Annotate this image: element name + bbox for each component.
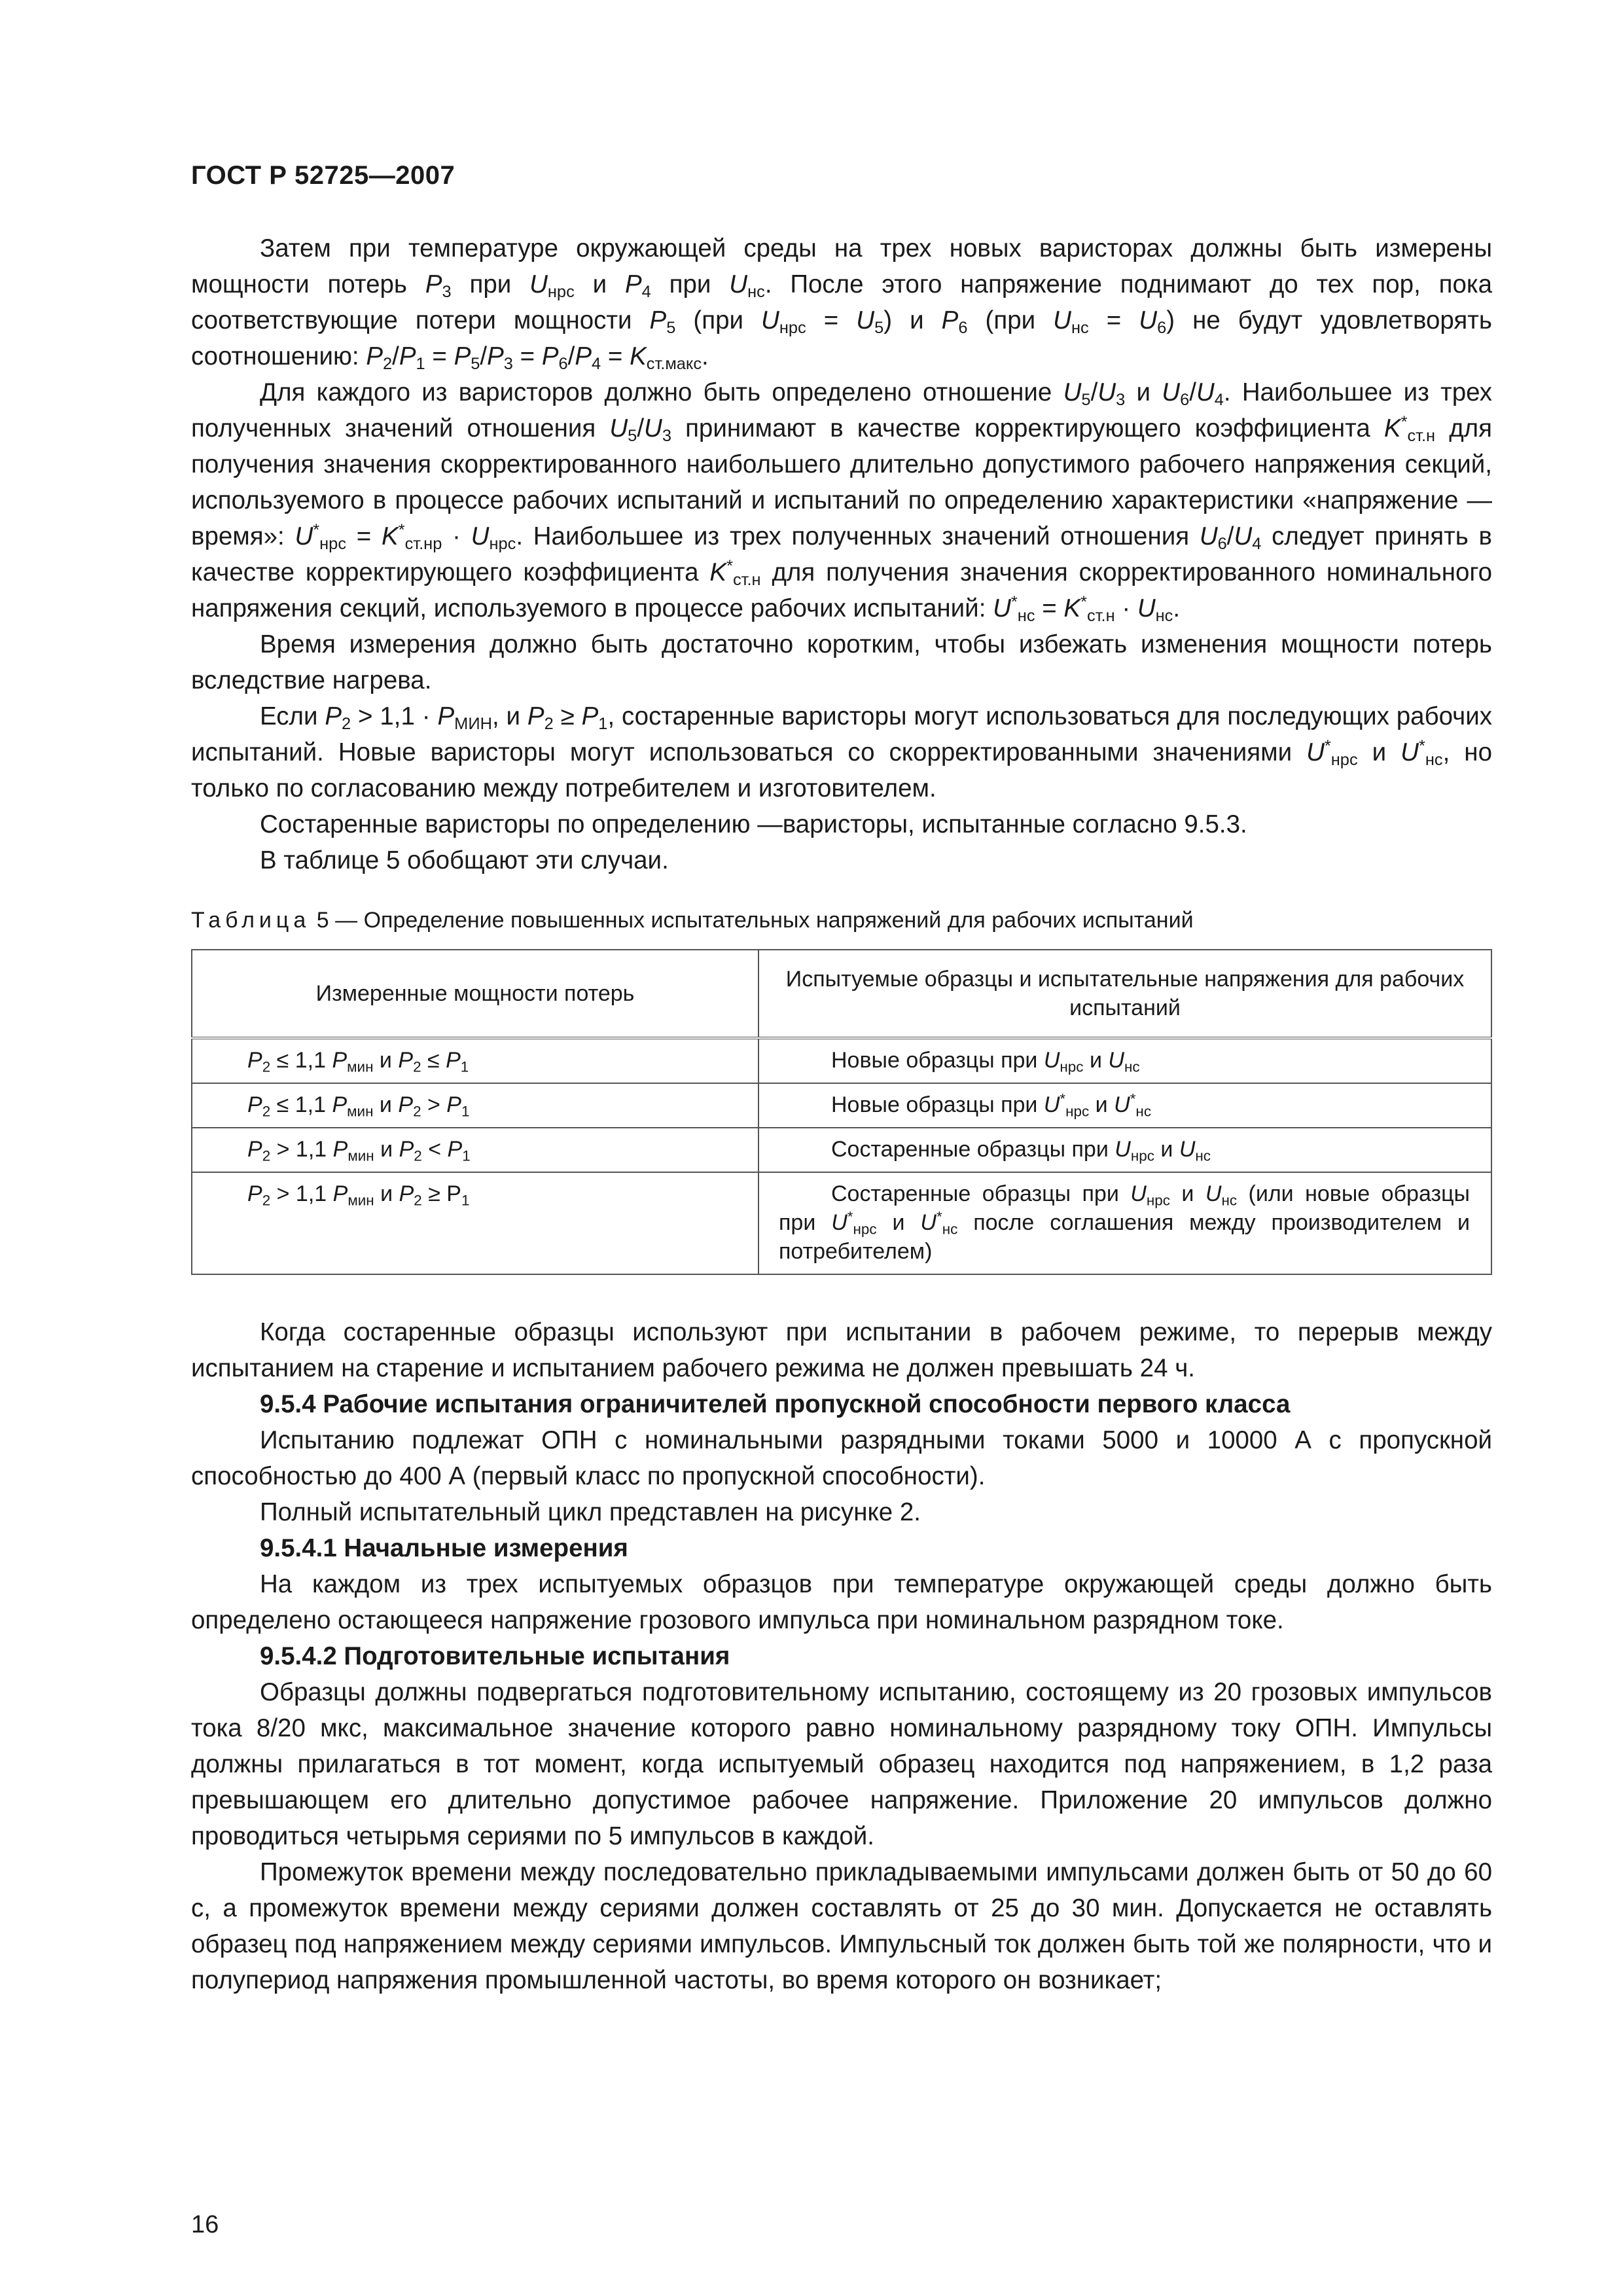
table-header-samples: Испытуемые образцы и испытательные напряжения для рабочих испытаний <box>758 950 1491 1038</box>
paragraph-measurement-time: Время измерения должно быть достаточно коротким, чтобы избежать изменения мощности потерь вследствие нагрева. <box>191 630 1492 694</box>
table-row <box>192 1038 1491 1083</box>
table-row <box>192 1083 1491 1128</box>
table-cell-result: Состаренные образцы при $U_{нрс}$ и $U_{нс}$ <box>758 1128 1491 1172</box>
page-number: 16 <box>191 2211 219 2238</box>
heading-9-5-4: 9.5.4 Рабочие испытания ограничителей пропускной способности первого класса <box>260 1390 1291 1418</box>
table-caption-text: — Определение повышенных испытательных напряжений для рабочих испытаний <box>335 908 1194 933</box>
paragraph-aged-varistors-condition: Если $P_2 > 1,1 \cdot P_{МИН}$, и $P_2 \ge P_1$, состаренные варисторы могут использоваться для последующих рабочих испытаний. Новые варисторы могут использоваться со скорректированными значениями $U^*_{нрс}$ и $U^*_{нс}$, но только по согласованию между потребителем и изготовителем. <box>191 702 1492 802</box>
paragraph-correction-coefficient: Для каждого из варисторов должно быть определено отношение $U_5/U_3$ и $U_6/U_4$. Наибольшее из трех полученных значений отношения $U_5/U_3$ принимают в качестве корректирующего коэффициента $K^*_{ст.н}$ для получения значения скорректированного наибольшего длительно допустимого рабочего напряжения секций, используемого в процессе рабочих испытаний и испытаний по определению характеристики «напряжение — время»: $U^*_{нрс} = K^*_{ст.нр} \cdot U_{нрс}$. Наибольшее из трех полученных значений отношения $U_6/U_4$ следует принять в качестве корректирующего коэффициента $K^*_{ст.н}$ для получения значения скорректированного номинального напряжения секций, используемого в процессе рабочих испытаний: $U^*_{нс} = K^*_{ст.н} \cdot U_{нс}$. <box>191 378 1492 626</box>
paragraph-impulse-interval: Промежуток времени между последовательно прикладываемыми импульсами должен быть от 50 до 60 с, а промежуток времени между сериями должен составлять от 25 до 30 мин. Допускается не оставлять образец под напряжением между сериями импульсов. Импульсный ток должен быть той же полярности, что и полупериод напряжения промышленной частоты, во время которого он возникает; <box>191 1858 1492 1994</box>
table-cell-condition: $P_2 > 1,1$ $P_{мин}$ и $P_2 \ge P_1$ <box>192 1172 758 1274</box>
paragraph-initial-measurements: На каждом из трех испытуемых образцов при температуре окружающей среды должно быть определено остающееся напряжение грозового импульса при номинальном разрядном токе. <box>191 1570 1492 1634</box>
table-caption-label: Таблица <box>191 908 311 933</box>
paragraph-power-losses: Затем при температуре окружающей среды на трех новых варисторах должны быть измерены мощности потерь $P_3$ при $U_{нрс}$ и $P_4$ при $U_{нс}$. После этого напряжение поднимают до тех пор, пока соответствующие потери мощности $P_5$ (при $U_{нрс} = U_5$) и $P_6$ (при $U_{нс} = U_6$) не будут удовлетворять соотношению: $P_2/P_1 = P_5/P_3 = P_6/P_4 = K_{ст.макс}$. <box>191 234 1492 374</box>
paragraph-test-subject: Испытанию подлежат ОПН с номинальными разрядными токами 5000 и 10000 А с пропускной способностью до 400 А (первый класс по пропускной способности). <box>191 1426 1492 1490</box>
heading-9-5-4-2: 9.5.4.2 Подготовительные испытания <box>260 1642 730 1670</box>
paragraph-test-cycle: Полный испытательный цикл представлен на рисунке 2. <box>260 1498 921 1526</box>
table-cell-condition: $P_2 > 1,1$ $P_{мин}$ и $P_2 < P_1$ <box>192 1128 758 1172</box>
paragraph-table-reference: В таблице 5 обобщают эти случаи. <box>260 846 669 874</box>
table-cell-condition: $P_2 \le 1,1$ $P_{мин}$ и $P_2 > P_1$ <box>192 1083 758 1128</box>
table-cell-condition: $P_2 \le 1,1$ $P_{мин}$ и $P_2 \le P_1$ <box>192 1038 758 1083</box>
table-cell-result: Новые образцы при $U_{нрс}$ и $U_{нс}$ <box>758 1038 1491 1083</box>
document-header: ГОСТ Р 52725—2007 <box>191 161 455 190</box>
paragraph-preparatory-tests: Образцы должны подвергаться подготовительному испытанию, состоящему из 20 грозовых импульсов тока 8/20 мкс, максимальное значение которого равно номинальному разрядному току ОПН. Импульсы должны прилагаться в тот момент, когда испытуемый образец находится под напряжением, в 1,2 раза превышающем его длительно допустимое рабочее напряжение. Приложение 20 импульсов должно проводиться четырьмя сериями по 5 импульсов в каждой. <box>191 1678 1492 1850</box>
table-header-power: Измеренные мощности потерь <box>192 950 758 1038</box>
paragraph-aged-definition: Состаренные варисторы по определению —варисторы, испытанные согласно 9.5.3. <box>260 810 1247 838</box>
table-caption-number: 5 <box>316 908 329 933</box>
heading-9-5-4-1: 9.5.4.1 Начальные измерения <box>260 1534 628 1562</box>
table-cell-result: Новые образцы при $U^*_{нрс}$ и $U^*_{нс}$ <box>758 1083 1491 1128</box>
document-body <box>191 230 1492 1998</box>
table-caption <box>191 906 1492 935</box>
table-header-row <box>192 950 1491 1038</box>
table-cell-result: Состаренные образцы при $U_{нрс}$ и $U_{нс}$ (или новые образцы при $U^*_{нрс}$ и $U^*_{нс}$ после соглашения между производителем и потребителем) <box>758 1172 1491 1274</box>
table-row <box>192 1172 1491 1274</box>
table-5 <box>191 949 1492 1275</box>
table-row <box>192 1128 1491 1172</box>
paragraph-aging-interval: Когда состаренные образцы используют при испытании в рабочем режиме, то перерыв между испытанием на старение и испытанием рабочего режима не должен превышать 24 ч. <box>191 1318 1492 1382</box>
